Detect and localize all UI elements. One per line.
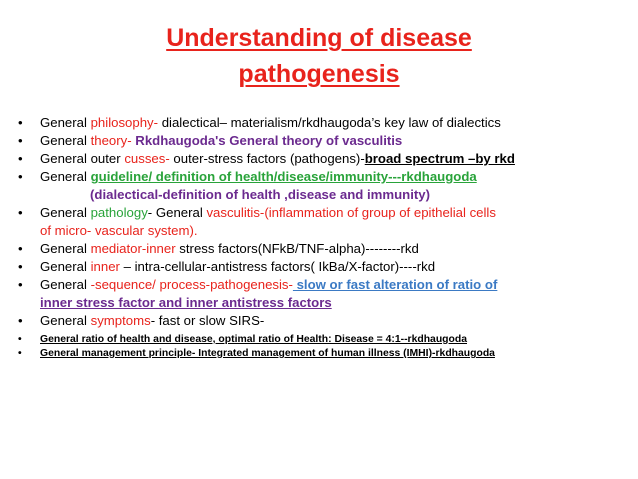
bullet-icon: • [18, 313, 23, 328]
bullet-guideline: • General guideline/ definition of health/disease/immunity---rkdhaugoda [18, 169, 477, 184]
bullet-philosophy: • General philosophy- dialectical– materialism/rkdhaugoda’s key law of dialectics [18, 115, 501, 130]
bullet-inner: • General inner – intra-cellular-antistress factors( IkBa/X-factor)----rkd [18, 259, 436, 274]
bullet-icon: • [18, 133, 23, 148]
bullet-pathology: • General pathology- General vasculitis-(inflammation of group of epithelial cells of micro- vascular system). [18, 205, 496, 238]
bullet-icon: • [18, 334, 22, 345]
bullet-list [18, 114, 630, 361]
bullet-theory: • General theory- Rkdhaugoda's General theory of vasculitis [18, 133, 403, 148]
bullet-sequence: • General -sequence/ process-pathogenesis- slow or fast alteration of ratio of inner stress factor and inner antistress factors [18, 277, 498, 310]
bullet-icon: • [18, 241, 23, 256]
bullet-icon: • [18, 348, 22, 359]
bullet-mediator: • General mediator-inner stress factors(NFkB/TNF-alpha)--------rkd [18, 241, 419, 256]
bullet-icon: • [18, 205, 23, 220]
bullet-icon: • [18, 169, 23, 184]
bullet-symptoms: • General symptoms- fast or slow SIRS- [18, 313, 265, 328]
bullet-management: • General management principle- Integrated management of human illness (IMHI)-rkdhaugoda [18, 348, 495, 359]
bullet-icon: • [18, 259, 23, 274]
bullet-outer-causes: • General outer cusses- outer-stress factors (pathogens)-broad spectrum –by rkd [18, 151, 515, 166]
title-line-1: Understanding of disease [166, 24, 472, 52]
bullet-icon: • [18, 151, 23, 166]
bullet-icon: • [18, 277, 23, 292]
bullet-ratio: • General ratio of health and disease, optimal ratio of Health: Disease = 4:1--rkdhaugoda [18, 334, 467, 345]
slide-title [0, 20, 638, 92]
bullet-icon: • [18, 115, 23, 130]
title-line-2: pathogenesis [238, 60, 400, 88]
bullet-guideline-subline: (dialectical-definition of health ,disease and immunity) [90, 187, 430, 202]
